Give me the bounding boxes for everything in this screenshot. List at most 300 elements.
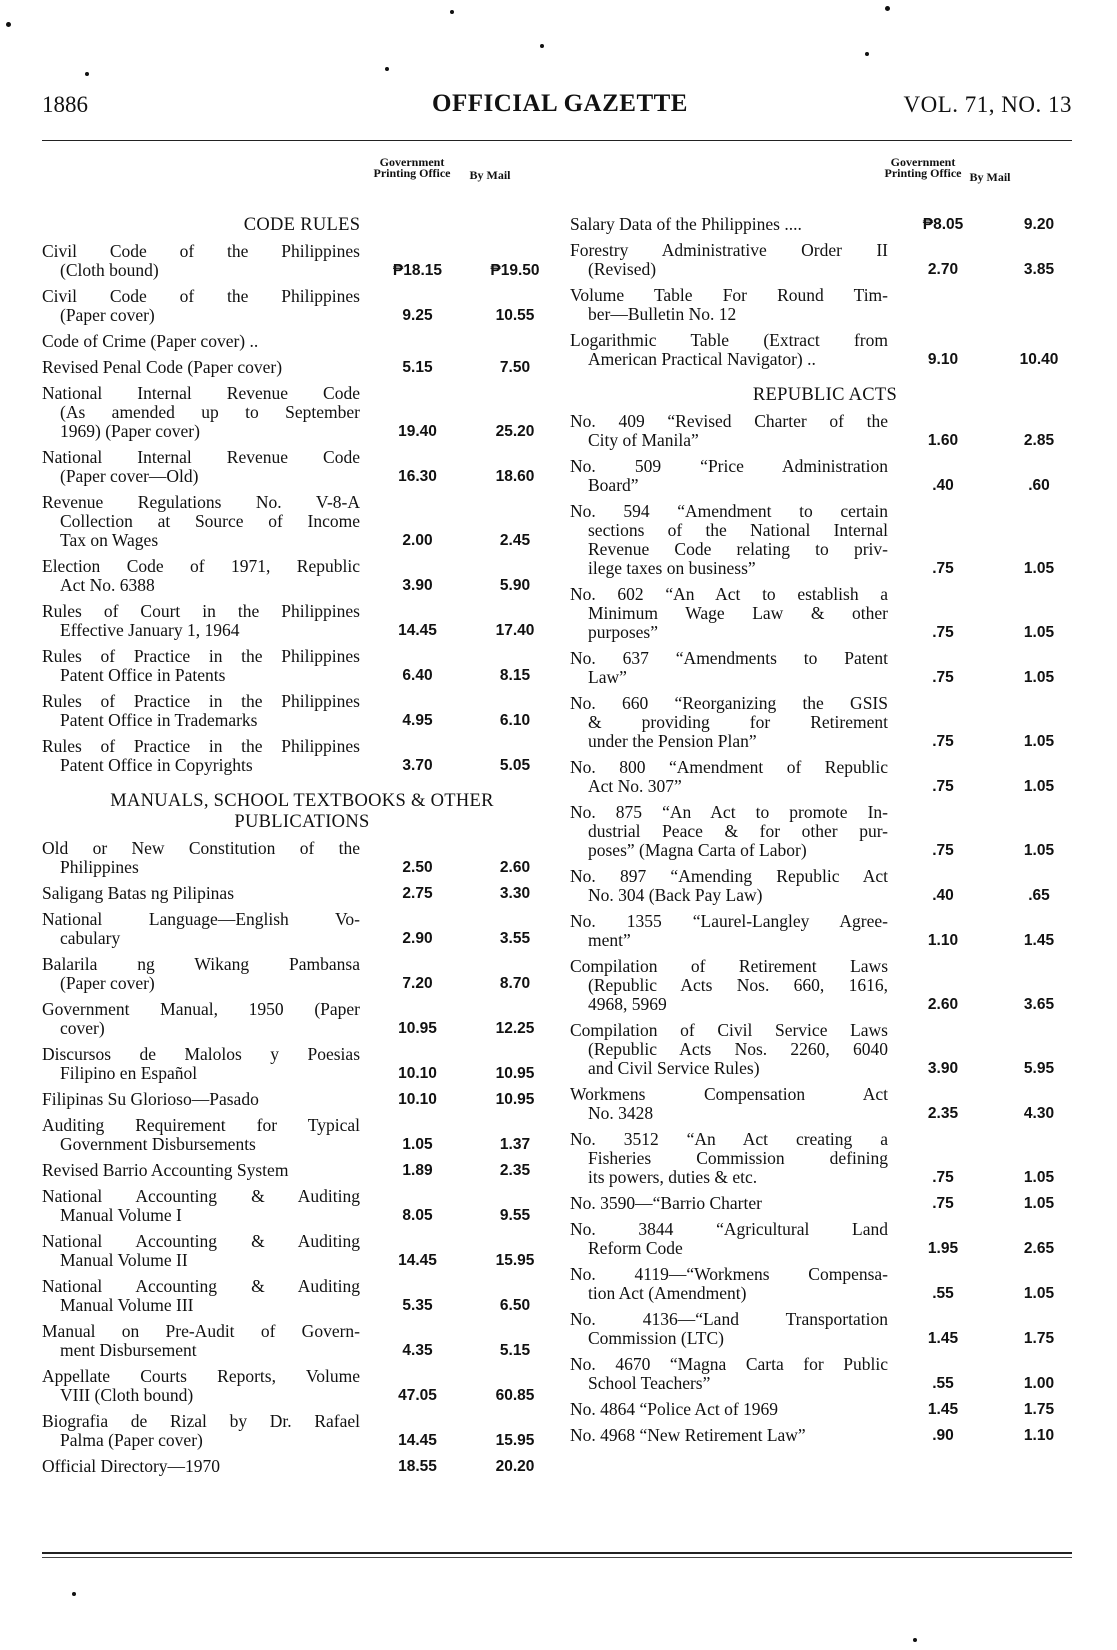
price-list-entry (570, 957, 1080, 1014)
gov-price: 1.45 (927, 1401, 959, 1418)
gov-price: 47.05 (398, 1387, 437, 1404)
entry-line: Rules of Practice in the Philippines (42, 646, 360, 666)
mail-price: 10.95 (495, 1065, 535, 1082)
entry-line: National Language—English Vo- (42, 909, 360, 929)
entry-description (570, 1130, 888, 1187)
price-list-entry (570, 286, 1080, 324)
entry-line: Civil Code of the Philippines (42, 241, 360, 261)
entry-line: Balarila ng Wikang Pambansa (42, 954, 360, 974)
entry-line: cabulary (60, 928, 121, 948)
entry-description (570, 585, 888, 642)
entry-line: No. 3512 “An Act creating a (570, 1129, 888, 1149)
mail-price: 4.30 (1023, 1105, 1055, 1122)
entry-line: dustrial Peace & for other pur- (588, 821, 888, 841)
entry-line: 4968, 5969 (588, 994, 667, 1014)
price-list-entry (570, 758, 1080, 796)
entry-description (570, 286, 888, 324)
mail-price: 1.05 (1023, 1195, 1055, 1212)
entry-line: its powers, duties & etc. (588, 1167, 758, 1187)
entry-line: No. 594 “Amendment to certain (570, 501, 888, 521)
entry-line: No. 4119—“Workmens Compensa- (570, 1264, 888, 1284)
entry-line: Rules of Court in the Philippines (42, 601, 360, 621)
entry-line: and Civil Service Rules) (588, 1058, 760, 1078)
price-list-entry (42, 1090, 562, 1109)
entry-line: Discursos de Malolos y Poesias (42, 1044, 360, 1064)
gov-price: .90 (932, 1427, 954, 1444)
entry-line: No. 637 “Amendments to Patent (570, 648, 888, 668)
entry-line: Forestry Administrative Order II (570, 240, 888, 260)
entry-line: tion Act (Amendment) (588, 1283, 747, 1303)
entry-line: No. 3844 “Agricultural Land (570, 1219, 888, 1239)
entry-description (570, 1194, 888, 1213)
entry-line: Logarithmic Table (Extract from (570, 330, 888, 350)
speck (450, 10, 454, 14)
entry-line: No. 1355 “Laurel-Langley Agree- (570, 911, 888, 931)
entry-line: School Teachers” (588, 1373, 711, 1393)
gov-price: 1.60 (927, 432, 959, 449)
gov-price: 9.25 (402, 307, 433, 324)
mail-price: 60.85 (495, 1387, 535, 1404)
entry-line: Revised Penal Code (Paper cover) (42, 357, 283, 377)
mail-price: 1.05 (1023, 733, 1055, 750)
entry-line: Law” (588, 667, 627, 687)
gov-price: 5.35 (402, 1297, 433, 1314)
price-list-entry (570, 1400, 1080, 1419)
mail-price: 12.25 (495, 1020, 535, 1037)
entry-description (570, 1085, 888, 1123)
mail-price: 1.75 (1023, 1401, 1055, 1418)
price-list-entry (42, 955, 562, 993)
entry-description (42, 1161, 360, 1180)
price-list-entry (42, 287, 562, 325)
entry-line: purposes” (588, 622, 658, 642)
mail-price: 1.05 (1023, 778, 1055, 795)
entry-line: No. 409 “Revised Charter of the (570, 411, 888, 431)
entry-line: No. 602 “An Act to establish a (570, 584, 888, 604)
entry-description (42, 384, 360, 441)
gov-price: 2.35 (927, 1105, 959, 1122)
gov-price: .75 (932, 842, 954, 859)
entry-line: Manual Volume III (60, 1295, 194, 1315)
entry-line: No. 4968 “New Retirement Law” (570, 1425, 806, 1445)
entry-description (570, 215, 888, 234)
entry-line: ber—Bulletin No. 12 (588, 304, 737, 324)
entry-line: Palma (Paper cover) (60, 1430, 203, 1450)
entry-description (42, 1457, 360, 1476)
entry-line: Revenue Code relating to priv- (588, 539, 888, 559)
entry-line: No. 4670 “Magna Carta for Public (570, 1354, 888, 1374)
entry-line: Saligang Batas ng Pilipinas (42, 883, 235, 903)
mail-price: 1.37 (499, 1136, 531, 1153)
left-column (42, 215, 562, 1483)
gov-price: 10.10 (398, 1091, 437, 1108)
entry-line: Compilation of Civil Service Laws (570, 1020, 888, 1040)
entry-line: Tax on Wages (60, 530, 159, 550)
mail-price: 2.85 (1023, 432, 1055, 449)
entry-line: Manual Volume II (60, 1250, 188, 1270)
price-list-entry (570, 502, 1080, 578)
gov-price: 4.35 (402, 1342, 433, 1359)
mail-price: 18.60 (495, 468, 535, 485)
entry-line: Auditing Requirement for Typical (42, 1115, 360, 1135)
entry-description (570, 1400, 888, 1419)
mail-price: 3.55 (499, 930, 531, 947)
price-list-entry (570, 649, 1080, 687)
right-mail-col-header: By Mail (969, 170, 1011, 184)
entry-line: No. 4136—“Land Transportation (570, 1309, 888, 1329)
mail-price: 1.10 (1023, 1427, 1055, 1444)
entry-description (42, 557, 360, 595)
gov-price: 3.90 (402, 577, 433, 594)
price-list-entry (42, 1412, 562, 1450)
entry-line: under the Pension Plan” (588, 731, 757, 751)
header-rule (42, 140, 1072, 141)
speck (540, 44, 544, 48)
entry-description (42, 602, 360, 640)
entry-description (42, 358, 360, 377)
gov-price: 3.90 (927, 1060, 959, 1077)
gov-price: 2.60 (927, 996, 959, 1013)
entry-description (570, 803, 888, 860)
page-header (42, 92, 1072, 126)
entry-line: Volume Table For Round Tim- (570, 285, 888, 305)
gov-price: 4.95 (402, 712, 433, 729)
price-list-entry (570, 1310, 1080, 1348)
entry-description (42, 692, 360, 730)
gov-price: ₱8.05 (922, 216, 964, 233)
entry-line: No. 304 (Back Pay Law) (588, 885, 763, 905)
entry-line: (Paper cover) (60, 973, 155, 993)
entry-line: Act No. 6388 (60, 575, 155, 595)
entry-description (42, 737, 360, 775)
entry-line: Revenue Regulations No. V-8-A (42, 492, 360, 512)
price-list-entry (42, 1457, 562, 1476)
entry-description (42, 1367, 360, 1405)
price-list-entry (42, 1045, 562, 1083)
price-list-entry (42, 493, 562, 550)
price-list-entry (42, 602, 562, 640)
entry-line: Patent Office in Trademarks (60, 710, 258, 730)
entry-line: VIII (Cloth bound) (60, 1385, 194, 1405)
entry-line: Fisheries Commission defining (588, 1148, 888, 1168)
entry-description (42, 910, 360, 948)
page-number: 1886 (42, 92, 88, 117)
gov-price: .55 (932, 1375, 954, 1392)
entry-line: Civil Code of the Philippines (42, 286, 360, 306)
price-list-entry (42, 839, 562, 877)
entry-line: ment Disbursement (60, 1340, 197, 1360)
gov-price: .75 (932, 1169, 954, 1186)
entry-line: Old or New Constitution of the (42, 838, 360, 858)
price-list-entry (42, 1277, 562, 1315)
price-list-entry (42, 557, 562, 595)
gov-price: 14.45 (398, 1252, 437, 1269)
price-list-entry (42, 1161, 562, 1180)
entry-line: Collection at Source of Income (60, 511, 360, 531)
mail-price: 1.05 (1023, 842, 1055, 859)
entry-description (570, 758, 888, 796)
mail-price: 25.20 (495, 423, 535, 440)
entry-description (570, 649, 888, 687)
price-list-entry (42, 737, 562, 775)
mail-price: 5.05 (499, 757, 531, 774)
price-list-entry (570, 331, 1080, 369)
gov-price: .75 (932, 560, 954, 577)
price-list-entry (42, 332, 562, 351)
gov-price: ₱18.15 (392, 262, 443, 279)
entry-description (42, 332, 360, 351)
mail-price: 10.55 (495, 307, 535, 324)
entry-line: Workmens Compensation Act (570, 1084, 888, 1104)
mail-price: 1.00 (1023, 1375, 1055, 1392)
entry-line: cover) (60, 1018, 105, 1038)
entry-line: Rules of Practice in the Philippines (42, 691, 360, 711)
price-list-entry (42, 242, 562, 280)
gov-price: .55 (932, 1285, 954, 1302)
entry-description (42, 1116, 360, 1154)
price-list-entry (570, 867, 1080, 905)
gov-price: 1.05 (402, 1136, 433, 1153)
mail-price: 1.05 (1023, 560, 1055, 577)
entry-description (42, 1412, 360, 1450)
entry-description (570, 502, 888, 578)
entry-line: Filipinas Su Glorioso—Pasado (42, 1089, 259, 1109)
entry-line: (Republic Acts Nos. 660, 1616, (588, 975, 888, 995)
entry-description (570, 694, 888, 751)
price-list-entry (570, 241, 1080, 279)
entry-description (42, 493, 360, 550)
mail-price: 3.65 (1023, 996, 1055, 1013)
entry-line: Revised Barrio Accounting System (42, 1160, 289, 1180)
mail-price: 17.40 (495, 622, 535, 639)
entry-line: Manual on Pre-Audit of Govern- (42, 1321, 360, 1341)
entry-line: No. 800 “Amendment of Republic (570, 757, 888, 777)
price-list-entry (42, 384, 562, 441)
price-list-entry (42, 1367, 562, 1405)
gov-price: 1.89 (402, 1162, 433, 1179)
gov-price: .40 (932, 887, 954, 904)
entry-line: City of Manila” (588, 430, 699, 450)
mail-price: 8.15 (499, 667, 531, 684)
entry-line: (As amended up to September (60, 402, 360, 422)
gov-price: 2.50 (402, 859, 433, 876)
entry-description (42, 242, 360, 280)
entry-description (42, 1322, 360, 1360)
entry-description (570, 1355, 888, 1393)
mail-price: 5.90 (499, 577, 531, 594)
entry-line: Board” (588, 475, 639, 495)
entry-description (570, 457, 888, 495)
price-list-entry (570, 585, 1080, 642)
price-list-entry (570, 1426, 1080, 1445)
entry-line: No. 509 “Price Administration (570, 456, 888, 476)
entry-line: Patent Office in Patents (60, 665, 226, 685)
gov-price: 2.75 (402, 885, 433, 902)
entry-line: Code of Crime (Paper cover) .. (42, 331, 259, 351)
entry-line: Election Code of 1971, Republic (42, 556, 360, 576)
price-list-entry (42, 647, 562, 685)
gov-price: 2.90 (402, 930, 433, 947)
price-list-entry (42, 1187, 562, 1225)
entry-line: National Accounting & Auditing (42, 1276, 360, 1296)
entry-line: Patent Office in Copyrights (60, 755, 253, 775)
entry-line: ment” (588, 930, 631, 950)
entry-description (42, 1232, 360, 1270)
footer-rule-thin (42, 1557, 1072, 1558)
mail-price: 2.35 (499, 1162, 531, 1179)
price-list-entry (570, 1130, 1080, 1187)
mail-price: 1.45 (1023, 932, 1055, 949)
gov-price: .75 (932, 669, 954, 686)
mail-price: 3.85 (1023, 261, 1055, 278)
right-column (570, 215, 1080, 1452)
mail-price: 10.95 (495, 1091, 535, 1108)
gov-price: 2.00 (402, 532, 433, 549)
entry-line: Official Directory—1970 (42, 1456, 221, 1476)
mail-price: 20.20 (495, 1458, 535, 1475)
gov-price: 18.55 (398, 1458, 437, 1475)
entry-line: sections of the National Internal (588, 520, 888, 540)
mail-price: 15.95 (495, 1432, 535, 1449)
left-mail-col-header: By Mail (469, 168, 511, 182)
entry-description (570, 867, 888, 905)
entry-line: Manual Volume I (60, 1205, 182, 1225)
entry-line: (Paper cover—Old) (60, 466, 199, 486)
price-list-entry (42, 910, 562, 948)
publication-title: OFFICIAL GAZETTE (432, 90, 688, 117)
entry-line: Appellate Courts Reports, Volume (42, 1366, 360, 1386)
gov-price: .40 (932, 477, 954, 494)
entry-description (570, 241, 888, 279)
entry-line: (Paper cover) (60, 305, 155, 325)
entry-description (42, 839, 360, 877)
gov-price: 14.45 (398, 1432, 437, 1449)
entry-description (570, 1021, 888, 1078)
price-list-entry (570, 1194, 1080, 1213)
gov-price: 10.10 (398, 1065, 437, 1082)
gov-price: 2.70 (927, 261, 959, 278)
price-list-entry (570, 1021, 1080, 1078)
entry-line: Biografia de Rizal by Dr. Rafael (42, 1411, 360, 1431)
entry-description (42, 448, 360, 486)
entry-description (570, 957, 888, 1014)
mail-price: 1.05 (1023, 624, 1055, 641)
entry-line: Commission (LTC) (588, 1328, 724, 1348)
section-title: REPUBLIC ACTS (752, 385, 898, 405)
entry-line: National Accounting & Auditing (42, 1186, 360, 1206)
entry-description (570, 1265, 888, 1303)
price-list-entry (570, 1085, 1080, 1123)
price-list-entry (570, 694, 1080, 751)
right-gov-col-header: Government Printing Office (884, 155, 962, 180)
mail-price: ₱19.50 (490, 262, 540, 279)
price-list-entry (570, 1265, 1080, 1303)
mail-price: .60 (1028, 477, 1050, 494)
mail-price: 1.05 (1023, 669, 1055, 686)
entry-description (42, 647, 360, 685)
entry-line: Rules of Practice in the Philippines (42, 736, 360, 756)
price-list-entry (42, 448, 562, 486)
mail-price: 2.60 (499, 859, 531, 876)
gov-price: .75 (932, 778, 954, 795)
price-list-entry (42, 1116, 562, 1154)
speck (6, 22, 11, 27)
mail-price: 15.95 (495, 1252, 535, 1269)
gov-price: .75 (932, 1195, 954, 1212)
mail-price: 1.75 (1023, 1330, 1055, 1347)
price-list-entry (570, 912, 1080, 950)
entry-description (42, 1277, 360, 1315)
price-list-entry (42, 1000, 562, 1038)
volume-number: VOL. 71, NO. 13 (903, 92, 1072, 117)
entry-description (42, 1000, 360, 1038)
entry-line: (Revised) (588, 259, 657, 279)
gov-price: 6.40 (402, 667, 433, 684)
entry-line: Act No. 307” (588, 776, 682, 796)
price-list-entry (570, 1220, 1080, 1258)
mail-price: 5.15 (499, 1342, 531, 1359)
entry-line: Reform Code (588, 1238, 683, 1258)
speck (72, 1592, 76, 1596)
entry-description (42, 1187, 360, 1225)
entry-description (570, 1220, 888, 1258)
entry-line: 1969) (Paper cover) (60, 421, 200, 441)
price-list-entry (570, 803, 1080, 860)
entry-line: (Cloth bound) (60, 260, 159, 280)
entry-line: No. 3590—“Barrio Charter (570, 1193, 762, 1213)
price-list-entry (570, 457, 1080, 495)
entry-description (42, 955, 360, 993)
entry-line: Filipino en Español (60, 1063, 198, 1083)
mail-price: 6.50 (499, 1297, 531, 1314)
price-list-entry (42, 884, 562, 903)
mail-price: 2.45 (499, 532, 531, 549)
entry-line: Effective January 1, 1964 (60, 620, 240, 640)
entry-description (570, 412, 888, 450)
gov-price: 3.70 (402, 757, 433, 774)
mail-price: 3.30 (499, 885, 531, 902)
footer-rule (42, 1552, 1072, 1554)
price-list-entry (42, 1232, 562, 1270)
entry-line: Salary Data of the Philippines .... (570, 214, 802, 234)
gov-price: 5.15 (402, 359, 433, 376)
entry-line: No. 3428 (588, 1103, 654, 1123)
entry-description (42, 884, 360, 903)
entry-line: No. 660 “Reorganizing the GSIS (570, 693, 888, 713)
section-title: CODE RULES (243, 215, 361, 235)
price-list-entry (42, 358, 562, 377)
mail-price: 10.40 (1019, 351, 1059, 368)
gov-price: .75 (932, 733, 954, 750)
entry-description (42, 1090, 360, 1109)
mail-price: 8.70 (499, 975, 531, 992)
price-list-entry (570, 215, 1080, 234)
gov-price: .75 (932, 624, 954, 641)
entry-line: Government Disbursements (60, 1134, 256, 1154)
speck (85, 72, 89, 76)
gov-price: 1.95 (927, 1240, 959, 1257)
entry-line: ilege taxes on business” (588, 558, 756, 578)
entry-description (42, 1045, 360, 1083)
mail-price: 1.05 (1023, 1169, 1055, 1186)
mail-price: 5.95 (1023, 1060, 1055, 1077)
speck (865, 52, 869, 56)
entry-description (570, 1426, 888, 1445)
mail-price: 7.50 (499, 359, 531, 376)
mail-price: 9.20 (1023, 216, 1055, 233)
entry-description (570, 1310, 888, 1348)
mail-price: 2.65 (1023, 1240, 1055, 1257)
